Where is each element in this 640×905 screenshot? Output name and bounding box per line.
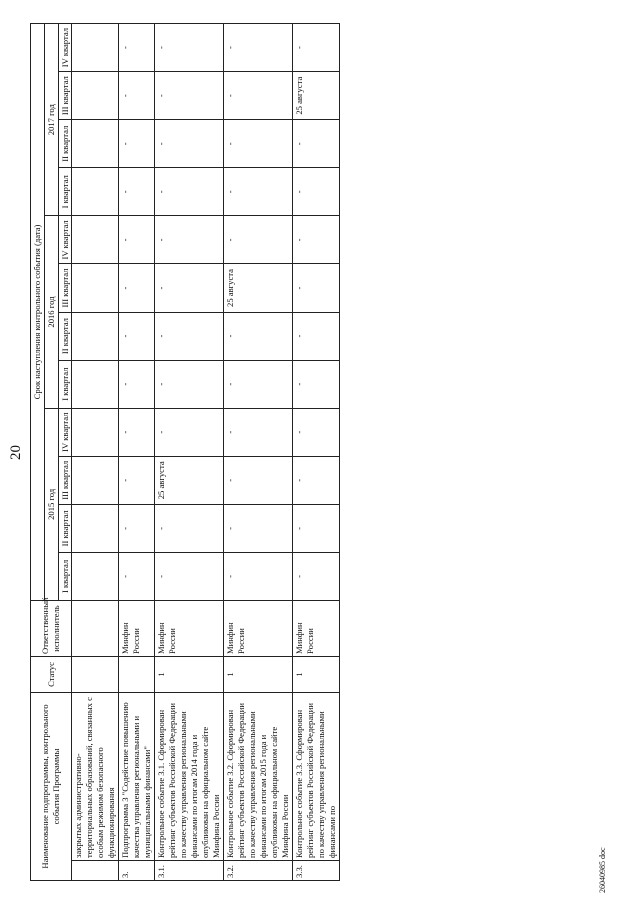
row-quarter-date: -: [155, 312, 224, 360]
table-row: [224, 24, 293, 881]
row-quarter-date: -: [293, 312, 340, 360]
page-number: 20: [8, 445, 24, 460]
row-quarter-date: -: [155, 168, 224, 216]
row-name: Подпрограмма 3 "Содействие повышению качества управления региональными и муниципальными финансами": [119, 693, 155, 861]
row-quarter-date: -: [224, 72, 293, 120]
header-quarter: IV квартал: [59, 216, 72, 264]
row-quarter-date: [72, 120, 119, 168]
row-quarter-date: -: [119, 360, 155, 408]
row-quarter-date: -: [293, 264, 340, 312]
row-quarter-date: -: [155, 552, 224, 600]
row-quarter-date: [72, 408, 119, 456]
header-name: Наименование подпрограммы, контрольного события Программы: [31, 693, 72, 881]
row-status: 1: [224, 657, 293, 693]
row-quarter-date: [72, 360, 119, 408]
row-quarter-date: -: [293, 504, 340, 552]
row-quarter-date: [72, 312, 119, 360]
row-status: [72, 657, 119, 693]
row-quarter-date: -: [224, 552, 293, 600]
row-executor: Минфин России: [293, 601, 340, 657]
row-quarter-date: -: [119, 120, 155, 168]
row-quarter-date: -: [293, 24, 340, 72]
header-quarter: I квартал: [59, 168, 72, 216]
header-deadline: Срок наступления контрольного события (дата): [31, 24, 45, 601]
footer-docname: 26040985 doc: [598, 847, 607, 893]
header-quarter: III квартал: [59, 264, 72, 312]
table-row: [155, 24, 224, 881]
row-name: Контрольное событие 3.1. Сформирован рейтинг субъектов Российской Федерации по качеству управления региональными финансами по итогам 2014 года и опубликован на официальном сайте Минфина России: [155, 693, 224, 861]
row-executor: [72, 601, 119, 657]
row-quarter-date: -: [155, 264, 224, 312]
row-quarter-date: -: [119, 552, 155, 600]
row-quarter-date: -: [293, 552, 340, 600]
row-quarter-date: -: [119, 216, 155, 264]
header-quarter: IV квартал: [59, 408, 72, 456]
row-quarter-date: -: [293, 120, 340, 168]
row-quarter-date: -: [119, 24, 155, 72]
row-quarter-date: -: [224, 120, 293, 168]
row-quarter-date: -: [224, 360, 293, 408]
row-quarter-date: -: [224, 216, 293, 264]
row-status: 1: [293, 657, 340, 693]
row-quarter-date: -: [224, 504, 293, 552]
header-year-2016: 2016 год: [45, 216, 59, 408]
row-name: Контрольное событие 3.3. Сформирован рейтинг субъектов Российской Федерации по качеству управления региональными финансами по: [293, 693, 340, 861]
row-quarter-date: 25 августа: [224, 264, 293, 312]
row-quarter-date: -: [224, 168, 293, 216]
row-executor: Минфин России: [155, 601, 224, 657]
row-quarter-date: -: [224, 408, 293, 456]
row-quarter-date: [72, 216, 119, 264]
row-quarter-date: -: [293, 216, 340, 264]
row-quarter-date: -: [155, 24, 224, 72]
row-quarter-date: -: [224, 456, 293, 504]
row-quarter-date: -: [155, 216, 224, 264]
row-quarter-date: -: [119, 408, 155, 456]
row-name: закрытых административно-территориальных образований, связанных с особым режимом безопасного функционирования: [72, 693, 119, 861]
row-quarter-date: -: [155, 360, 224, 408]
row-number: 3.: [119, 861, 155, 881]
row-quarter-date: -: [155, 408, 224, 456]
row-number: 3.2.: [224, 861, 293, 881]
row-quarter-date: [72, 24, 119, 72]
row-executor: Минфин России: [224, 601, 293, 657]
table-row: [119, 24, 155, 881]
row-quarter-date: -: [119, 312, 155, 360]
row-quarter-date: -: [293, 408, 340, 456]
header-year-2015: 2015 год: [45, 408, 59, 600]
header-quarter: IV квартал: [59, 24, 72, 72]
row-quarter-date: -: [293, 360, 340, 408]
row-quarter-date: -: [155, 120, 224, 168]
row-quarter-date: -: [119, 168, 155, 216]
row-number: [72, 861, 119, 881]
row-quarter-date: -: [293, 456, 340, 504]
row-quarter-date: -: [119, 72, 155, 120]
header-quarter: I квартал: [59, 360, 72, 408]
row-quarter-date: [72, 168, 119, 216]
row-quarter-date: [72, 552, 119, 600]
table-row: [72, 24, 119, 881]
row-quarter-date: [72, 504, 119, 552]
header-quarter: III квартал: [59, 456, 72, 504]
row-status: [119, 657, 155, 693]
row-number: 3.1.: [155, 861, 224, 881]
row-quarter-date: -: [224, 312, 293, 360]
row-quarter-date: -: [119, 456, 155, 504]
control-events-table: [30, 23, 340, 881]
row-quarter-date: [72, 456, 119, 504]
row-quarter-date: -: [155, 504, 224, 552]
row-quarter-date: -: [224, 24, 293, 72]
row-quarter-date: -: [119, 504, 155, 552]
header-status: Статус: [31, 657, 72, 693]
row-quarter-date: 25 августа: [293, 72, 340, 120]
row-quarter-date: [72, 264, 119, 312]
table-row: [293, 24, 340, 881]
row-quarter-date: 25 августа: [155, 456, 224, 504]
row-quarter-date: [72, 72, 119, 120]
header-year-2017: 2017 год: [45, 24, 59, 216]
row-number: 3.3.: [293, 861, 340, 881]
header-executor: Ответственный исполнитель: [31, 601, 72, 657]
row-name: Контрольное событие 3.2. Сформирован рейтинг субъектов Российской Федерации по качеству управления региональными финансами по итогам 2015 года и опубликован на официальном сайте Минфина России: [224, 693, 293, 861]
row-quarter-date: -: [155, 72, 224, 120]
header-quarter: III квартал: [59, 72, 72, 120]
header-quarter: I квартал: [59, 552, 72, 600]
header-quarter: II квартал: [59, 504, 72, 552]
row-quarter-date: -: [293, 168, 340, 216]
row-executor: Минфин России: [119, 601, 155, 657]
row-status: 1: [155, 657, 224, 693]
row-quarter-date: -: [119, 264, 155, 312]
header-quarter: II квартал: [59, 312, 72, 360]
header-quarter: II квартал: [59, 120, 72, 168]
